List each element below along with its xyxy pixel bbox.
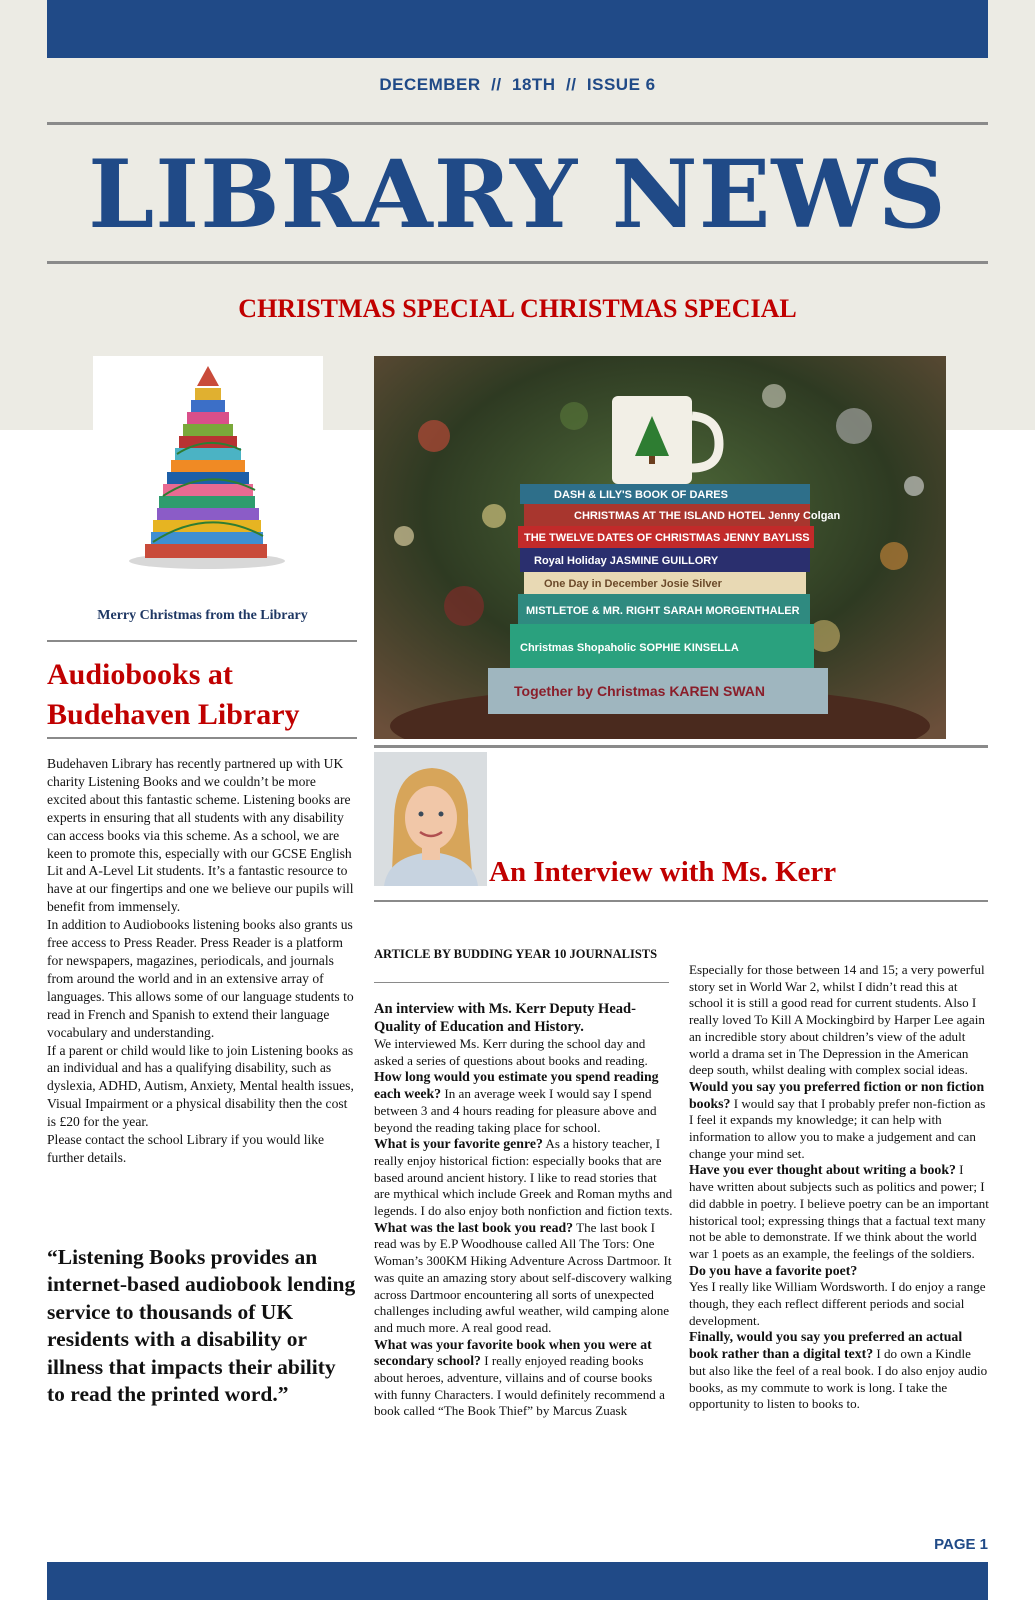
audiobooks-paragraph: Budehaven Library has recently partnered up with UK charity Listening Books and we couldn’t be more excited about this fantastic scheme. Listening books are experts in ensuring that all students with any disability can access books via this scheme. As a school, we are keen to promote this, especially with our GCSE English Lit and A-Level Lit students. It’s a fantastic resource to have at our fingertips and one we believe our pupils will benefit from immensely. <box>47 756 354 915</box>
svg-text:Christmas Shopaholic SOPHIE: Christmas Shopaholic SOPHIE KINSELLA <box>520 642 739 654</box>
interview-answer: The last book I read was by E.P Woodhouse called All The Tors: One Woman’s 300KM Hiking Adventure Across Dartmoor. It was quite an amazing story about self-discovery walking across Dartmoor encountering all sorts of unexpected challenges including awful weather, wild camping alone and much more. A real good read. <box>374 1219 672 1335</box>
interview-answer: Especially for those between 14 and 15; a very powerful story set in World War 2, whilst I didn’t read this at school it is still a good read for current students. Also I really loved To Kill A Mockingbird by Harper Lee again an incredible story about children’s view of the adult world a drama set in The Depression in the American deep south, whilst dealing with complex social ideas. <box>689 962 985 1078</box>
svg-text:THE TWELVE DATES OF CHRISTMAS: THE TWELVE DATES OF CHRISTMAS JENNY BAYLISS <box>524 532 810 544</box>
masthead-title: LIBRARY NEWS <box>88 140 947 250</box>
interview-answer: Yes I really like William Wordsworth. I do enjoy a range though, they each reflect different periods and social development. <box>689 1279 986 1328</box>
interview-title: An Interview with Ms. Kerr <box>489 856 837 888</box>
interview-intro: We interviewed Ms. Kerr during the school day and asked a series of questions about books and reading. <box>374 1036 648 1068</box>
article-byline: ARTICLE BY BUDDING YEAR 10 JOURNALISTS <box>374 947 658 961</box>
masthead-top-rule <box>47 122 988 125</box>
audiobooks-paragraph: Please contact the school Library if you would like further details. <box>47 1132 325 1165</box>
svg-text:MISTLETOE & MR. RIGHT SARAH: MISTLETOE & MR. RIGHT SARAH MORGENTHALER <box>526 605 800 617</box>
interview-answer: I really enjoyed reading books about heroes, adventure, villains and of course books with funny Characters. I would definitely recommend a book called “The Book Thief” by Marcus Zuask <box>374 1353 665 1419</box>
interview-column-2 <box>689 962 989 1413</box>
audiobooks-title: Audiobooks at Budehaven Library <box>47 658 300 731</box>
interview-column-1 <box>374 1000 674 1420</box>
svg-text:CHRISTMAS AT THE ISLAND HOTEL: CHRISTMAS AT THE ISLAND HOTEL Jenny Colgan <box>574 510 841 522</box>
interview-question: Would you say you preferred fiction or non fiction books? <box>689 1078 985 1111</box>
masthead-bottom-rule <box>47 261 988 264</box>
svg-text:DASH & LILY'S BOOK OF DARES: DASH & LILY'S BOOK OF DARES <box>554 489 728 501</box>
audiobooks-paragraph: In addition to Audiobooks listening books also grants us free access to Press Reader. Press Reader is a platform for newspapers, magazines, periodicals, and journals from around the world and in an extensive array of languages. This allows some of our language students to read in French and Spanish to extend their language vocabulary and understanding. <box>47 917 354 1040</box>
svg-text:Royal Holiday JASMINE GUILLO: Royal Holiday JASMINE GUILLORY <box>534 555 719 567</box>
interview-answer: In an average week I would say I spend between 3 and 4 hours reading for pleasure above and beyond the reading taking place for school. <box>374 1086 657 1135</box>
interview-title-rule <box>374 900 988 902</box>
issue-line: DECEMBER // 18TH // ISSUE 6 <box>379 75 656 94</box>
interview-question: Have you ever thought about writing a book? <box>689 1162 956 1178</box>
photo-bottom-rule <box>374 745 988 748</box>
interview-answer: As a history teacher, I really enjoy historical fiction: especially books that are based around ancient history. I like to read stories that are mythical which include Greek and Roman myths and legends. I do also enjoy both nonfiction and fiction texts. <box>374 1136 673 1219</box>
top-banner-bar <box>47 0 988 58</box>
interview-question: What was the last book you read? <box>374 1219 574 1235</box>
left-column-rule-top <box>47 640 357 642</box>
ms-kerr-portrait <box>374 752 487 886</box>
audiobooks-paragraph: If a parent or child would like to join Listening books as an individual and has a qualifying disability, such as dyslexia, ADHD, Autism, Anxiety, Mental health issues, Visual Impairment or a physical disability then the cost is £20 for the year. <box>47 1042 354 1130</box>
page-number: PAGE 1 <box>934 1536 988 1553</box>
christmas-books-photo <box>374 356 946 739</box>
interview-answer: I do own a Kindle but also like the feel of a real book. I do also enjoy audio books, as my commute to work is long. I take the opportunity to listen to books to. <box>689 1346 988 1412</box>
book-tree-illustration <box>93 356 323 636</box>
interview-question: Finally, would you say you preferred an actual book rather than a digital text? <box>689 1329 963 1362</box>
interview-answer: I would say that I probably prefer non-fiction as I feel it expands my knowledge; it can help with information to allow you to make a judgement and can change your mind set. <box>689 1095 986 1161</box>
audiobooks-article <box>47 755 357 1167</box>
interview-answer: I have written about subjects such as politics and power; I did dabble in poetry. I believe poetry can be an important historical tool; expressing things that a factual text many not be able to demonstrate. If we think about the world war 1 poets as an example, the feelings of the soldiers. <box>689 1162 989 1261</box>
book-tree-icon <box>93 356 323 606</box>
interview-question: What is your favorite genre? <box>374 1136 543 1152</box>
svg-text:One Day in December Josie Si: One Day in December Josie Silver <box>544 578 722 590</box>
svg-text:Together by Christmas KAREN: Together by Christmas KAREN SWAN <box>514 683 765 699</box>
interview-question: Do you have a favorite poet? <box>689 1262 858 1278</box>
bottom-banner-bar <box>47 1562 988 1600</box>
interview-question: How long would you estimate you spend reading each week? <box>374 1069 659 1102</box>
interview-lead: An interview with Ms. Kerr Deputy Head-Quality of Education and History. <box>374 1001 636 1035</box>
pull-quote: “Listening Books provides an internet-based audiobook lending service to thousands of UK residents with a disability or illness that impacts their ability to read the printed word.” <box>47 1245 356 1407</box>
left-column-rule-bottom <box>47 737 357 739</box>
tree-caption: Merry Christmas from the Library <box>97 608 308 623</box>
interview-question: What was your favorite book when you were at secondary school? <box>374 1336 652 1369</box>
byline-rule <box>374 982 669 983</box>
christmas-special-banner: CHRISTMAS SPECIAL CHRISTMAS SPECIAL <box>238 294 797 323</box>
